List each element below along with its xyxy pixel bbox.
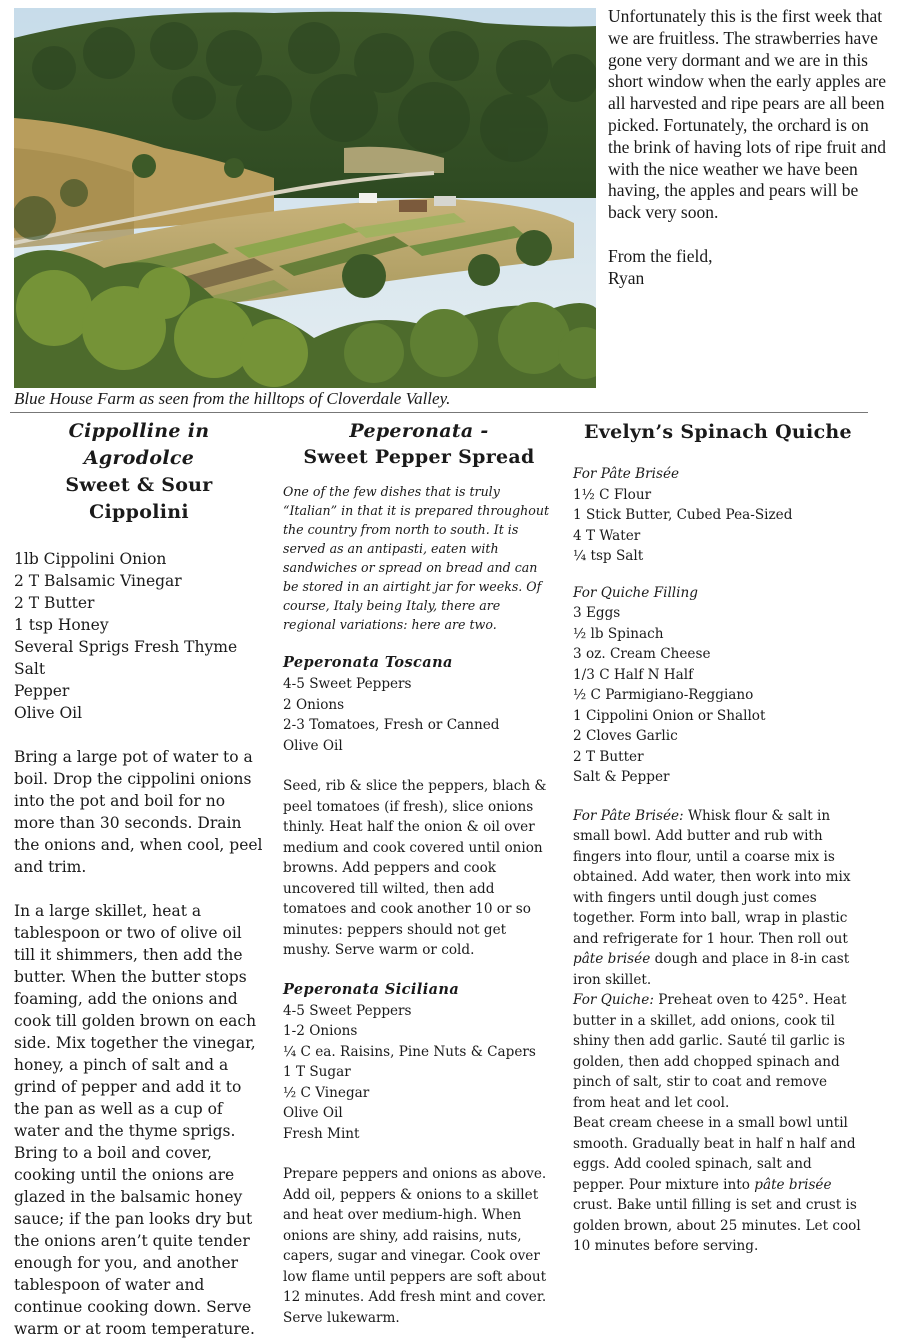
ingredient: Olive Oil	[283, 737, 343, 754]
photo-caption: Blue House Farm as seen from the hilltops of Cloverdale Valley.	[14, 389, 451, 408]
method-label: For Pâte Brisée:	[573, 807, 684, 824]
recipe-cippolline	[14, 418, 264, 1340]
variation-title: Peperonata Toscana	[283, 654, 453, 671]
title-line: Cippolini	[89, 501, 189, 523]
signoff-line: From the field,	[608, 245, 713, 266]
ingredient: 1/3 C Half N Half	[573, 666, 694, 683]
ingredient: 4-5 Sweet Peppers	[283, 676, 412, 692]
method-term: pâte brisée	[573, 951, 651, 967]
title-line: Cippolline in Agrodolce	[68, 420, 210, 469]
ingredient: 1lb Cippolini Onion	[14, 550, 167, 568]
ingredient-list	[573, 603, 863, 788]
ingredient-list	[573, 485, 863, 567]
method-body: crust. Bake until filling is set and crust is golden brown, about 25 minutes. Let cool 10 minutes before serving.	[573, 1197, 861, 1254]
recipe-title: Evelyn’s Spinach Quiche	[584, 421, 852, 443]
ingredient-list	[14, 548, 264, 724]
recipe-spinach-quiche	[573, 418, 863, 1257]
ingredient: 1-2 Onions	[283, 1023, 358, 1039]
ingredient: 2 T Balsamic Vinegar	[14, 572, 182, 590]
method-body: Preheat oven to 425°. Heat butter in a skillet, add onions, cook til shiny then add garlic. Sauté til garlic is golden, then add chopped spinach and pinch of salt, stir to coat and remove from heat and let cool.	[573, 992, 847, 1111]
section-heading: For Quiche Filling	[573, 584, 698, 601]
method-text: Prepare peppers and onions as above. Add oil, peppers & onions to a skillet and heat over medium-high. When onions are shiny, add raisins, nuts, capers, sugar and vinegar. Cook over low flame until peppers are soft about 12 minutes. Add fresh mint and cover. Serve lukewarm.	[283, 1166, 547, 1326]
ingredient: 2-3 Tomatoes, Fresh or Canned	[283, 717, 500, 733]
ingredient: 2 Onions	[283, 696, 345, 713]
method-step: Bring a large pot of water to a boil. Drop the cippolini onions into the pot and boil for no more than 30 seconds. Drain the onions and, when cool, peel and trim.	[14, 748, 263, 876]
method-term: pâte brisée	[754, 1176, 832, 1193]
ingredient: 1 Stick Butter, Cubed Pea-Sized	[573, 507, 793, 523]
ingredient: 1 tsp Honey	[14, 616, 109, 634]
method-label: For Quiche:	[573, 992, 654, 1008]
ingredient: 3 Eggs	[573, 605, 621, 621]
ingredient: Fresh Mint	[283, 1125, 360, 1142]
title-line: Peperonata -	[349, 420, 489, 442]
method-text	[573, 806, 863, 991]
method-body: dough and place in 8-in cast iron skillet.	[573, 951, 850, 988]
ingredient: ¼ C ea. Raisins, Pine Nuts & Capers	[283, 1043, 536, 1060]
ingredient: Several Sprigs Fresh Thyme	[14, 638, 238, 656]
variation-title: Peperonata Siciliana	[283, 980, 460, 998]
method-text	[573, 990, 863, 1113]
ingredient: Olive Oil	[283, 1105, 343, 1121]
method-body: Beat cream cheese in a small bowl until smooth. Gradually beat in half n half and eggs. Add cooled spinach, salt and pepper. Pour mixture into	[573, 1115, 856, 1193]
ingredient: 1½ C Flour	[573, 486, 652, 503]
method-text: Seed, rib & slice the peppers, blach & peel tomatoes (if fresh), slice onions thinly. Heat half the onion & oil over medium and cook covered until onion browns. Add peppers and cook uncovered till wilted, then add tomatoes and cook another 10 or so minutes: peppers should not get mushy. Serve warm or cold.	[283, 778, 547, 958]
section-divider	[10, 412, 868, 413]
ingredient: 2 T Butter	[14, 594, 95, 612]
intro-paragraph: Unfortunately this is the first week that we are fruitless. The strawberries have gone very dormant and we are in this short window when the early apples are all harvested and ripe pears are all been picked. Fortunately, the orchard is on the brink of having lots of ripe fruit and with the nice weather we have been having, the apples and pears will be back very soon.	[608, 6, 886, 223]
ingredient-list	[283, 1001, 555, 1145]
title-line: Sweet & Sour	[65, 474, 213, 496]
intro-note	[608, 6, 893, 289]
ingredient: Salt & Pepper	[573, 769, 670, 785]
ingredient: ½ C Parmigiano-Reggiano	[573, 687, 754, 703]
section-heading: For Pâte Brisée	[573, 466, 680, 482]
ingredient: 1 T Sugar	[283, 1064, 351, 1080]
ingredient: ½ C Vinegar	[283, 1084, 370, 1101]
ingredient: 4 T Water	[573, 527, 641, 544]
ingredient: ½ lb Spinach	[573, 625, 664, 642]
ingredient: Salt	[14, 660, 46, 678]
farm-landscape-photo	[14, 8, 596, 388]
recipe-intro: One of the few dishes that is truly “Italian” in that it is prepared throughout the country from north to south. It is served as an antipasti, eaten with sandwiches or spread on bread and can be stored in an airtight jar for weeks. Of course, Italy being Italy, there are regional variations: here are two.	[283, 484, 550, 632]
signoff-name: Ryan	[608, 267, 645, 288]
ingredient: 2 T Butter	[573, 748, 644, 765]
ingredient: ¼ tsp Salt	[573, 548, 644, 564]
ingredient: 2 Cloves Garlic	[573, 728, 678, 744]
recipe-title	[14, 418, 264, 526]
recipe-title	[283, 418, 555, 470]
method-body: Whisk flour & salt in small bowl. Add butter and rub with fingers into flour, until a coarse mix is obtained. Add water, then work into mix with fingers until dough just comes together. Form into ball, wrap in plastic and refrigerate for 1 hour. Then roll out	[573, 807, 851, 947]
title-line: Sweet Pepper Spread	[303, 446, 535, 468]
ingredient: 3 oz. Cream Cheese	[573, 646, 711, 662]
method-step: In a large skillet, heat a tablespoon or two of olive oil till it shimmers, then add the butter. When the butter stops foaming, add the onions and cook till golden brown on each side. Mix together the vinegar, honey, a pinch of salt and a grind of pepper and add it to the pan as well as a cup of water and the thyme sprigs. Bring to a boil and cover, cooking until the onions are glazed in the balsamic honey sauce; if the pan looks dry but the onions aren’t quite tender enough for you, and another tablespoon of water and continue cooking down. Serve warm or at room temperature.	[14, 902, 257, 1338]
ingredient: 4-5 Sweet Peppers	[283, 1002, 412, 1019]
ingredient: Pepper	[14, 682, 70, 700]
method-text	[573, 1113, 863, 1257]
ingredient: 1 Cippolini Onion or Shallot	[573, 707, 766, 724]
ingredient: Olive Oil	[14, 704, 83, 722]
recipe-peperonata	[283, 418, 555, 1328]
ingredient-list	[283, 674, 555, 756]
